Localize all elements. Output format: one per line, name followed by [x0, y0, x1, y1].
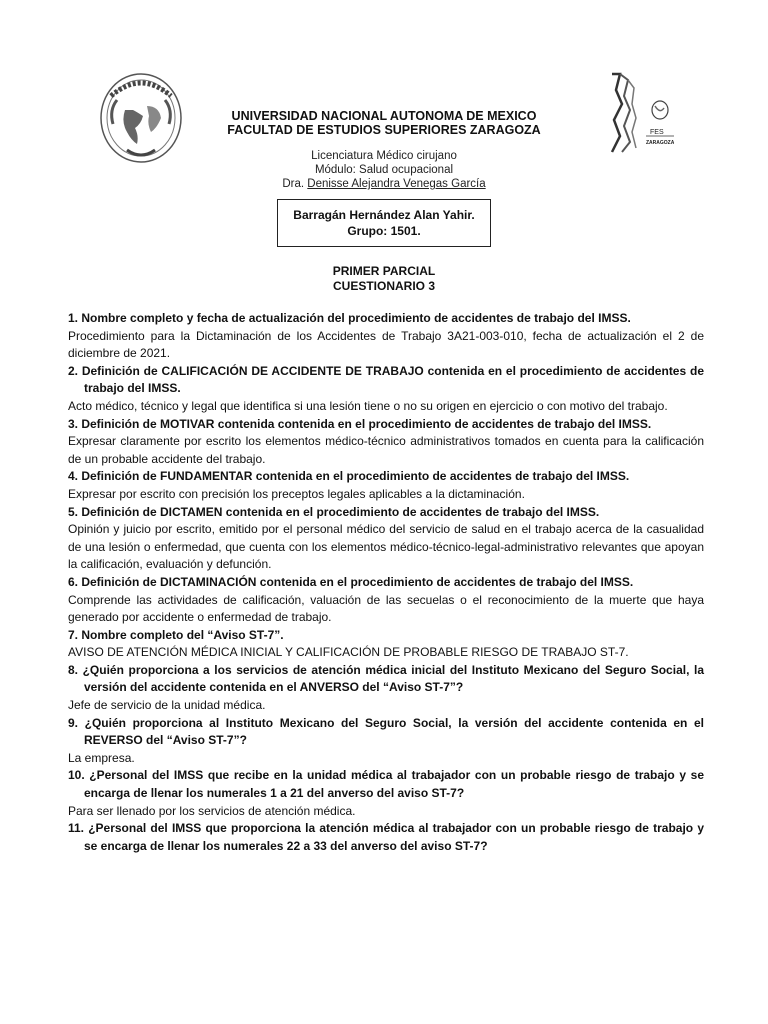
student-group: Grupo: 1501. [347, 224, 421, 238]
question-8: 8. ¿Quién proporciona a los servicios de atención médica inicial del Instituto Mexicano del Seguro Social, la versión del accidente contenida en el ANVERSO del “Aviso ST-7”? [68, 662, 704, 695]
question-10: 10. ¿Personal del IMSS que recibe en la unidad médica al trabajador con un probable riesgo de trabajo y se encarga de llenar los numerales 1 a 21 del anverso del aviso ST-7? [68, 768, 704, 801]
answer-8: Jefe de servicio de la unidad médica. [68, 698, 266, 713]
exam-subtitle: CUESTIONARIO 3 [332, 279, 435, 293]
question-3: 3. Definición de MOTIVAR contenida contenida en el procedimiento de accidentes de trabajo del IMSS. [68, 416, 652, 431]
question-5: 5. Definición de DICTAMEN contenida en el procedimiento de accidentes de trabajo del IMSS. [68, 504, 600, 519]
zaragoza-logo-text: ZARAGOZA [646, 140, 674, 146]
question-11: 11. ¿Personal del IMSS que proporciona la atención médica al trabajador con un probable riesgo de trabajo y se encarga de llenar los numerales 22 a 33 del anverso del aviso ST-7? [68, 821, 704, 853]
question-4: 4. Definición de FUNDAMENTAR contenida en el procedimiento de accidentes de trabajo del IMSS. [68, 469, 630, 484]
question-2: 2. Definición de CALIFICACIÓN DE ACCIDENTE DE TRABAJO contenida en el procedimiento de accidentes de trabajo del IMSS. [68, 363, 704, 396]
answer-10: Para ser llenado por los servicios de atención médica. [68, 803, 356, 818]
professor-name: Denisse Alejandra Venegas García [307, 178, 486, 190]
exam-heading [0, 264, 768, 294]
question-6: 6. Definición de DICTAMINACIÓN contenida en el procedimiento de accidentes de trabajo del IMSS. [68, 574, 634, 589]
answer-9: La empresa. [68, 750, 135, 765]
question-7: 7. Nombre completo del “Aviso ST-7”. [68, 627, 284, 642]
answer-5: Opinión y juicio por escrito, emitido por el personal médico del servicio de salud en el trabajo acerca de la casualidad de una lesión o enfermedad, que cuenta con los elementos médico-técnico-legal-administrativo relevantes que apoyan la calificación, evaluación y defunción. [68, 522, 704, 572]
answer-4: Expresar por escrito con precisión los preceptos legales aplicables a la dictaminación. [68, 486, 525, 501]
institution-heading [0, 109, 768, 137]
student-info-box [277, 199, 491, 247]
question-1: 1. Nombre completo y fecha de actualización del procedimiento de accidentes de trabajo del IMSS. [68, 311, 631, 325]
answer-6: Comprende las actividades de calificación, valuación de las secuelas o el reconocimiento de la muerte que haya generado por accidente o enfermedad de trabajo. [68, 592, 704, 625]
questionnaire [68, 310, 704, 855]
university-name: UNIVERSIDAD NACIONAL AUTONOMA DE MEXICO [231, 109, 537, 123]
answer-3: Expresar claramente por escrito los elementos médico-técnico administrativos tomados en cuenta para la calificación de un probable accidente del trabajo. [68, 434, 704, 466]
module-name: Módulo: Salud ocupacional [314, 164, 454, 176]
faculty-name: FACULTAD DE ESTUDIOS SUPERIORES ZARAGOZA [227, 123, 541, 137]
question-9: 9. ¿Quién proporciona al Instituto Mexicano del Seguro Social, la versión del accidente contenida en el REVERSO del “Aviso ST-7”? [68, 715, 704, 748]
degree-name: Licenciatura Médico cirujano [311, 150, 457, 162]
professor-prefix: Dra. [282, 178, 305, 190]
answer-2: Acto médico, técnico y legal que identifica si una lesión tiene o no su origen en ejercicio o con motivo del trabajo. [68, 398, 668, 413]
answer-7: AVISO DE ATENCIÓN MÉDICA INICIAL Y CALIFICACIÓN DE PROBABLE RIESGO DE TRABAJO ST-7. [68, 645, 629, 660]
professor-line [0, 177, 768, 191]
course-info [0, 149, 768, 191]
fes-logo-text: FES [650, 129, 664, 136]
answer-1: Procedimiento para la Dictaminación de los Accidentes de Trabajo 3A21-003-010, fecha de actualización el 2 de diciembre de 2021. [68, 328, 704, 361]
exam-title: PRIMER PARCIAL [332, 264, 436, 278]
student-name: Barragán Hernández Alan Yahir. [293, 208, 475, 222]
